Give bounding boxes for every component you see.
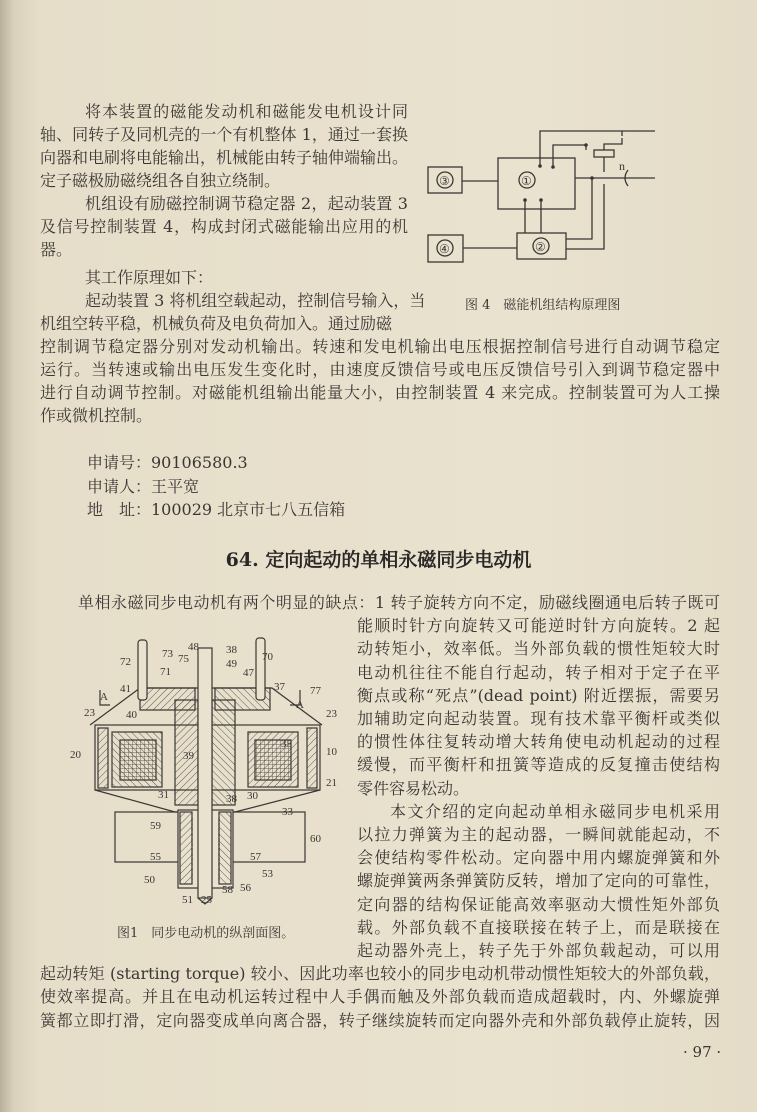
- figure-4-block-diagram: [420, 120, 660, 280]
- application-number: 申请号：90106580.3: [87, 453, 248, 472]
- text-line: 以拉力弹簧为主的起动器，一瞬间就能起动，不: [357, 825, 720, 844]
- figure-1-motor-cross-section: [60, 630, 348, 915]
- text-line: 机组空转平稳，机械负荷及电负荷加入。通过励磁: [40, 314, 393, 333]
- text-line: 其工作原理如下：: [85, 268, 214, 287]
- part-label: 60: [310, 833, 321, 845]
- block-2-label: ②: [535, 240, 546, 254]
- part-label: 38: [226, 644, 237, 656]
- address: 地 址：100029 北京市七八五信箱: [87, 500, 346, 519]
- text-line: 定向器的结构保证能高效率驱动大惯性矩外部负: [357, 894, 720, 914]
- text-line: 电动机往往不能自行起动，转子相对于定子在平: [357, 662, 720, 682]
- text-line: 将本装置的磁能发动机和磁能发电机设计同: [85, 102, 408, 121]
- part-label: 55: [150, 851, 161, 863]
- text-line: 起动转矩 (starting torque) 较小、因此功率也较小的同步电动机带动惯性矩较大的外部负载，: [40, 964, 720, 984]
- text-line: 衡点或称“死点”(dead point) 附近摆振，需要另: [357, 685, 720, 705]
- block-3-label: ③: [439, 174, 450, 188]
- text-line: 零件容易松动。: [357, 778, 470, 798]
- part-label: 72: [120, 656, 131, 668]
- text-line: 机组设有励磁控制调节稳定器 2，起动装置 3: [85, 194, 408, 213]
- rotation-label: n: [619, 159, 625, 173]
- part-label: 51: [182, 894, 193, 906]
- part-label: 10: [326, 746, 337, 758]
- part-label: 56: [240, 882, 251, 894]
- text-line: 轴、同转子及同机壳的一个有机整体 1，通过一套换: [40, 125, 408, 144]
- part-label: 58: [222, 884, 233, 896]
- text-line: 会使结构零件松动。定向器中用内螺旋弹簧和外: [357, 848, 720, 868]
- part-label: 30: [247, 790, 258, 802]
- part-label: 35: [281, 738, 292, 750]
- text-line: 螺旋弹簧两条弹簧防反转，增加了定向的可靠性，: [357, 871, 720, 891]
- text-line: 使效率提高。并且在电动机运转过程中人手偶而触及外部负载而造成超载时，内、外螺旋弹: [40, 987, 720, 1007]
- text-line: 加辅助定向起动装置。现有技术靠平衡杆或类似: [357, 709, 720, 728]
- part-label: 47: [243, 667, 254, 679]
- resistor: [594, 150, 614, 157]
- part-label: 49: [226, 658, 237, 670]
- text-line: 向器和电刷将电能输出，机械能由转子轴伸端输出。: [40, 148, 409, 167]
- text-line: 运行。当转速或输出电压发生变化时，由速度反馈信号或电压反馈信号引入到调节稳定器中: [40, 360, 720, 379]
- text-line: 本文介绍的定向起动单相永磁同步电机采用: [390, 801, 720, 821]
- block-4-label: ④: [439, 242, 450, 256]
- block-1: [498, 158, 575, 209]
- part-label: 75: [178, 653, 189, 665]
- text-line: 器。: [40, 240, 73, 259]
- part-label: A: [296, 699, 304, 711]
- part-label: 71: [160, 666, 171, 678]
- part-label: 53: [262, 868, 273, 880]
- part-label: 41: [120, 683, 131, 695]
- part-label: 77: [310, 685, 321, 697]
- text-line: 及信号控制装置 4，构成封闭式磁能输出应用的机: [40, 217, 408, 236]
- part-label: 70: [262, 651, 273, 663]
- applicant: 申请人：王平宽: [87, 477, 200, 496]
- part-label: 50: [144, 874, 155, 886]
- part-label: 48: [188, 641, 199, 653]
- part-label: 40: [126, 709, 137, 721]
- part-label: 21: [326, 777, 337, 789]
- figure-4-caption: 图 4 磁能机组结构原理图: [465, 298, 621, 313]
- text-line: 控制调节稳定器分别对发动机输出。转速和发电机输出电压根据控制信号进行自动调节稳定: [40, 337, 720, 356]
- part-label: 20: [70, 749, 81, 761]
- part-label: 73: [162, 648, 173, 660]
- text-line: 能顺时针方向旋转又可能逆时针方向旋转。2 起: [357, 616, 720, 636]
- part-label: 39: [183, 750, 194, 762]
- figure-1-caption: 图1 同步电动机的纵剖面图。: [117, 926, 295, 941]
- part-label: 23: [84, 707, 95, 719]
- part-label: 25: [201, 894, 212, 906]
- part-label: 23: [326, 708, 337, 720]
- page-number: · 97 ·: [683, 1043, 722, 1061]
- text-line: 动转矩小，效率低。当外部负载的惯性矩较大时: [357, 639, 720, 659]
- text-line: 单相永磁同步电动机有两个明显的缺点：1 转子旋转方向不定，励磁线圈通电后转子既可: [78, 593, 720, 612]
- text-line: 作或微机控制。: [40, 406, 153, 425]
- text-line: 起动装置 3 将机组空载起动，控制信号输入，当: [85, 291, 426, 310]
- text-line: 定子磁极励磁绕组各自独立绕制。: [40, 171, 281, 190]
- text-line: 的惯性体往复转动增大转角使电动机起动的过程: [357, 732, 720, 752]
- part-label: 57: [250, 851, 261, 863]
- part-label: 33: [282, 806, 293, 818]
- part-label: 31: [158, 789, 169, 801]
- block-1-label: ①: [521, 174, 532, 188]
- text-line: 缓慢，而平衡杆和扭簧等造成的反复撞击使结构: [357, 755, 720, 775]
- text-line: 载。外部负载不直接联接在转子上，而是联接在: [357, 917, 720, 937]
- text-line: 簧都立即打滑，定向器变成单向离合器，转子继续旋转而定向器外壳和外部负载停止旋转，因: [40, 1010, 720, 1030]
- article-title: 64. 定向起动的单相永磁同步电动机: [225, 549, 532, 571]
- part-label: A: [100, 691, 108, 703]
- part-label: 38: [226, 793, 237, 805]
- part-label: 59: [150, 820, 161, 832]
- text-line: 起动器外壳上，转子先于外部负载起动，可以用: [357, 941, 720, 960]
- part-label: 37: [274, 681, 285, 693]
- text-line: 进行自动调节控制。对磁能机组输出能量大小，由控制装置 4 来完成。控制装置可为人工操: [40, 383, 720, 402]
